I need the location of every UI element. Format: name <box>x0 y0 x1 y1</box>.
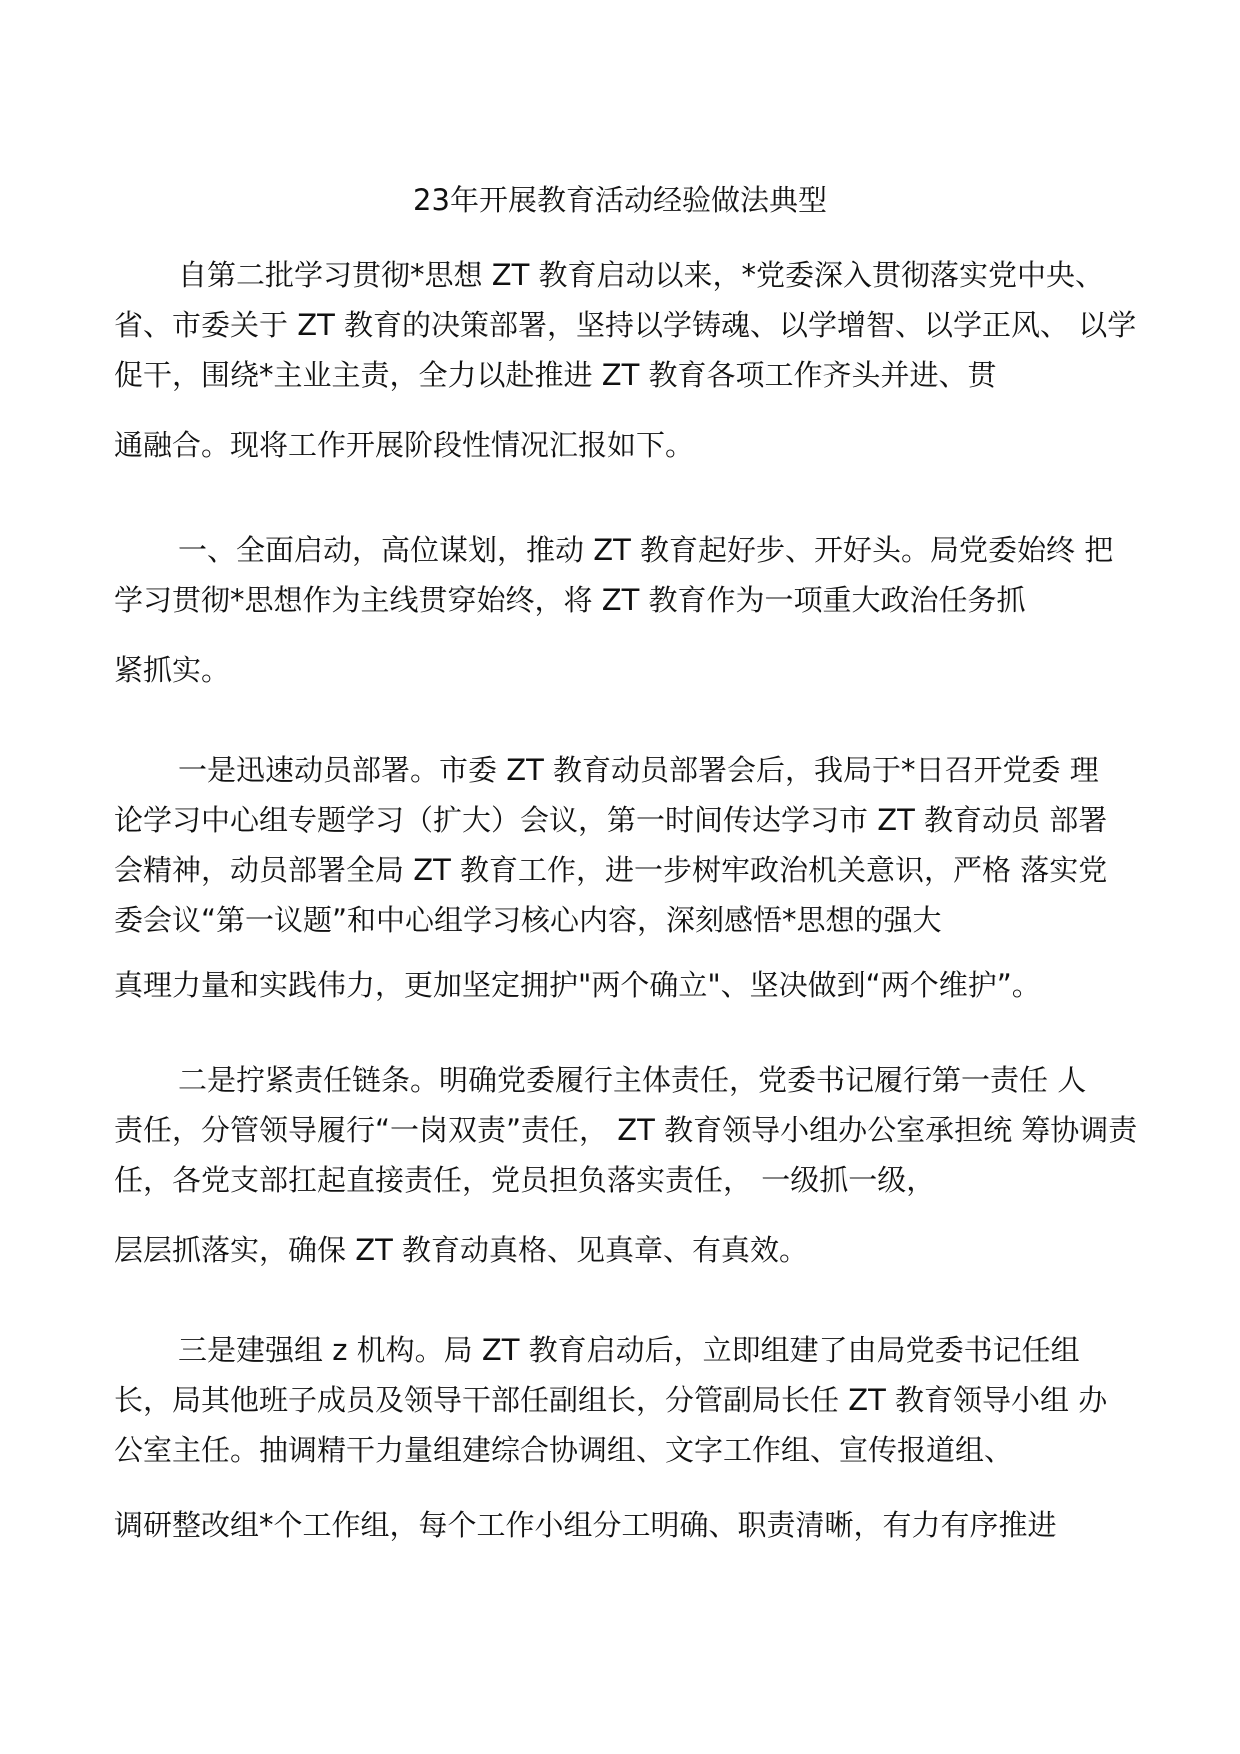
paragraph-line: 三是建强组 z 机构。局 ZT 教育启动后，立即组建了由局党委书记任组 <box>178 1333 1080 1367</box>
paragraph-line: 学习贯彻*思想作为主线贯穿始终，将 ZT 教育作为一项重大政治任务抓 <box>114 583 1026 617</box>
paragraph-line: 二是拧紧责任链条。明确党委履行主体责任，党委书记履行第一责任 人 <box>178 1063 1087 1097</box>
paragraph-line: 责任，分管领导履行“一岗双责”责任， ZT 教育领导小组办公室承担统 筹协调责 <box>114 1113 1138 1147</box>
paragraph-line: 公室主任。抽调精干力量组建综合协调组、文字工作组、宣传报道组、 <box>114 1433 1014 1467</box>
paragraph-line: 长，局其他班子成员及领导干部任副组长，分管副局长任 ZT 教育领导小组 办 <box>114 1383 1108 1417</box>
paragraph-line: 论学习中心组专题学习（扩大）会议，第一时间传达学习市 ZT 教育动员 部署 <box>114 803 1108 837</box>
paragraph-line: 调研整改组*个工作组，每个工作小组分工明确、职责清晰，有力有序推进 <box>114 1508 1057 1542</box>
paragraph-line: 一是迅速动员部署。市委 ZT 教育动员部署会后，我局于*日召开党委 理 <box>178 753 1099 787</box>
paragraph-line: 促干，围绕*主业主责，全力以赴推进 ZT 教育各项工作齐头并进、贯 <box>114 358 997 392</box>
paragraph-line: 省、市委关于 ZT 教育的决策部署，坚持以学铸魂、以学增智、以学正风、 以学 <box>114 308 1137 342</box>
paragraph-line: 紧抓实。 <box>114 653 231 687</box>
document-title: 23年开展教育活动经验做法典型 <box>413 183 827 217</box>
paragraph-line: 会精神，动员部署全局 ZT 教育工作，进一步树牢政治机关意识，严格 落实党 <box>114 853 1108 887</box>
paragraph-line: 层层抓落实，确保 ZT 教育动真格、见真章、有真效。 <box>114 1233 809 1267</box>
paragraph-line: 自第二批学习贯彻*思想 ZT 教育启动以来，*党委深入贯彻落实党中央、 <box>178 258 1105 292</box>
paragraph-line: 委会议“第一议题”和中心组学习核心内容，深刻感悟*思想的强大 <box>114 903 942 937</box>
paragraph-line: 通融合。现将工作开展阶段性情况汇报如下。 <box>114 428 695 462</box>
paragraph-line: 任，各党支部扛起直接责任，党员担负落实责任， 一级抓一级， <box>114 1163 936 1197</box>
paragraph-line: 真理力量和实践伟力，更加坚定拥护"两个确立"、坚决做到“两个维护”。 <box>114 968 1041 1002</box>
section-heading-line: 一、全面启动，高位谋划，推动 ZT 教育起好步、开好头。局党委始终 把 <box>178 533 1114 567</box>
